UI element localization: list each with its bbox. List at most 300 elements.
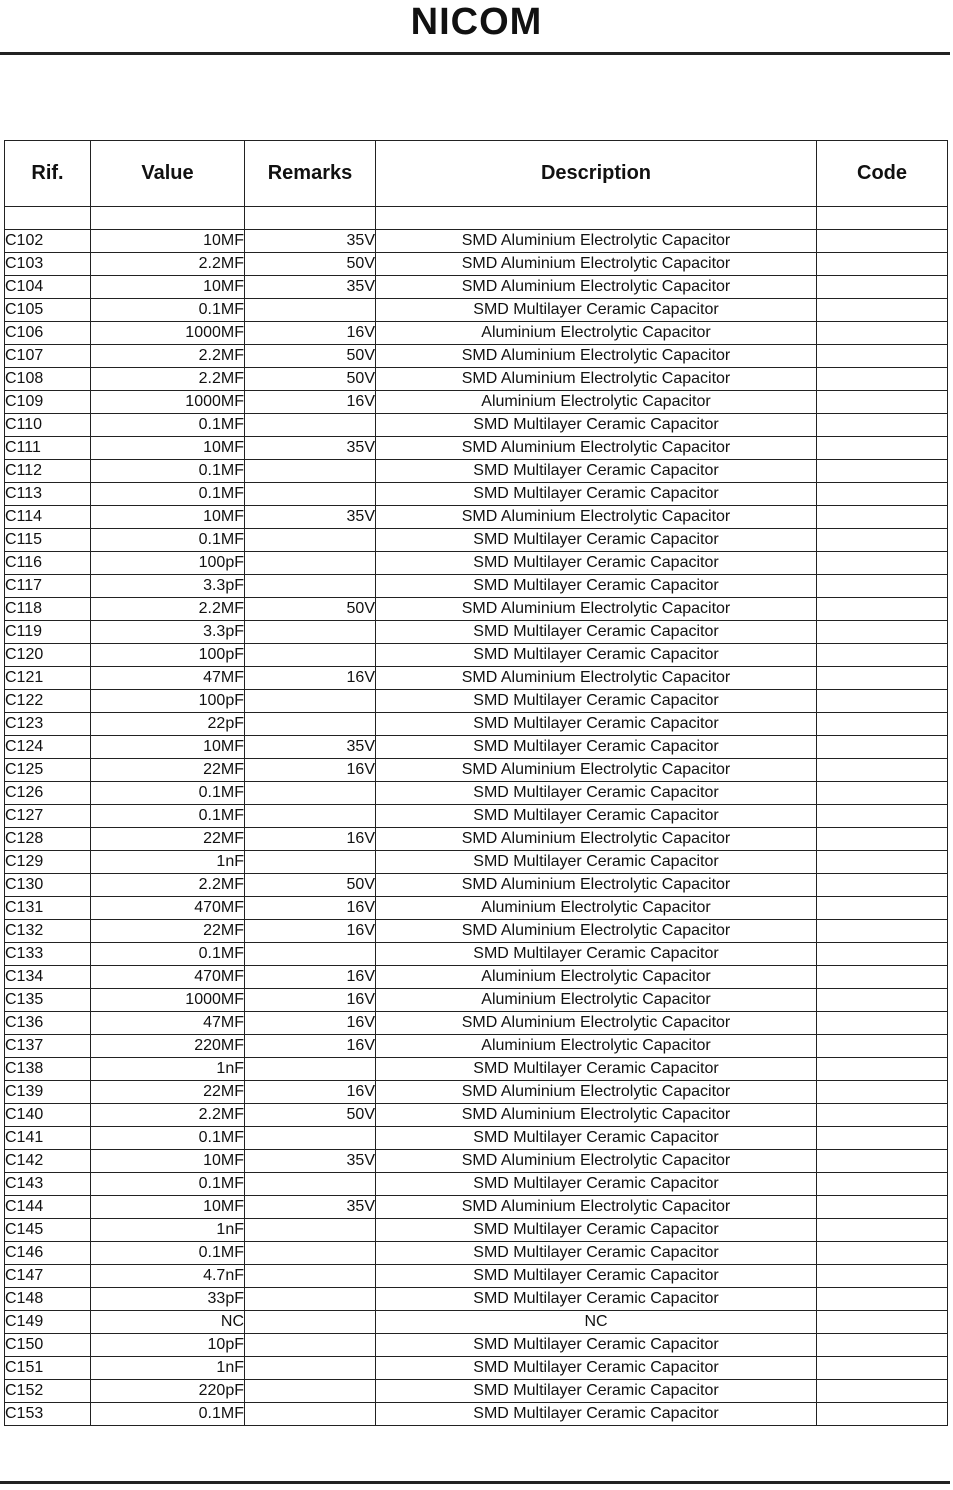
cell-description: SMD Multilayer Ceramic Capacitor xyxy=(376,644,817,667)
cell-value: 0.1MF xyxy=(91,782,245,805)
cell-code xyxy=(817,989,948,1012)
cell-description: SMD Multilayer Ceramic Capacitor xyxy=(376,414,817,437)
cell-code xyxy=(817,529,948,552)
cell-remarks: 16V xyxy=(245,667,376,690)
cell-description: SMD Aluminium Electrolytic Capacitor xyxy=(376,506,817,529)
cell-rif: C114 xyxy=(5,506,91,529)
cell-description: SMD Aluminium Electrolytic Capacitor xyxy=(376,276,817,299)
cell-remarks: 16V xyxy=(245,391,376,414)
cell-value: 0.1MF xyxy=(91,943,245,966)
cell-value: 1nF xyxy=(91,1058,245,1081)
cell-description: Aluminium Electrolytic Capacitor xyxy=(376,966,817,989)
cell-remarks: 16V xyxy=(245,897,376,920)
cell-remarks xyxy=(245,713,376,736)
cell-code xyxy=(817,1196,948,1219)
cell-description: SMD Multilayer Ceramic Capacitor xyxy=(376,483,817,506)
cell-code xyxy=(817,414,948,437)
cell-rif: C104 xyxy=(5,276,91,299)
cell-description: NC xyxy=(376,1311,817,1334)
cell-remarks xyxy=(245,1380,376,1403)
cell-description: Aluminium Electrolytic Capacitor xyxy=(376,391,817,414)
cell-description: SMD Multilayer Ceramic Capacitor xyxy=(376,736,817,759)
col-header-code: Code xyxy=(817,141,948,207)
cell-description: SMD Multilayer Ceramic Capacitor xyxy=(376,1357,817,1380)
cell-code xyxy=(817,1311,948,1334)
cell-remarks: 50V xyxy=(245,874,376,897)
cell-description: Aluminium Electrolytic Capacitor xyxy=(376,322,817,345)
cell-description: SMD Aluminium Electrolytic Capacitor xyxy=(376,1012,817,1035)
table-row xyxy=(5,437,948,460)
cell-remarks xyxy=(245,1403,376,1426)
cell-code xyxy=(817,1288,948,1311)
cell-code xyxy=(817,483,948,506)
cell-rif: C137 xyxy=(5,1035,91,1058)
cell-rif: C126 xyxy=(5,782,91,805)
cell-rif: C117 xyxy=(5,575,91,598)
cell-code xyxy=(817,966,948,989)
cell-description: SMD Aluminium Electrolytic Capacitor xyxy=(376,874,817,897)
cell-code xyxy=(817,299,948,322)
cell-remarks xyxy=(245,621,376,644)
cell-description: SMD Multilayer Ceramic Capacitor xyxy=(376,1219,817,1242)
table-row xyxy=(5,920,948,943)
cell-remarks: 35V xyxy=(245,506,376,529)
cell-value: 22MF xyxy=(91,1081,245,1104)
cell-value: 1000MF xyxy=(91,989,245,1012)
cell-remarks: 35V xyxy=(245,736,376,759)
cell-value: 2.2MF xyxy=(91,345,245,368)
cell-rif: C135 xyxy=(5,989,91,1012)
cell-description: SMD Aluminium Electrolytic Capacitor xyxy=(376,1104,817,1127)
cell-code xyxy=(817,552,948,575)
cell-rif: C138 xyxy=(5,1058,91,1081)
cell-description: SMD Multilayer Ceramic Capacitor xyxy=(376,1058,817,1081)
cell-rif: C140 xyxy=(5,1104,91,1127)
cell-description: SMD Multilayer Ceramic Capacitor xyxy=(376,575,817,598)
cell-rif: C136 xyxy=(5,1012,91,1035)
cell-code xyxy=(817,713,948,736)
cell-code xyxy=(817,253,948,276)
table-row xyxy=(5,644,948,667)
table-row xyxy=(5,1081,948,1104)
table-row xyxy=(5,828,948,851)
cell-value: 10MF xyxy=(91,230,245,253)
cell-code xyxy=(817,920,948,943)
cell-code xyxy=(817,1242,948,1265)
cell-rif: C112 xyxy=(5,460,91,483)
cell-code xyxy=(817,851,948,874)
cell-description: SMD Aluminium Electrolytic Capacitor xyxy=(376,437,817,460)
cell-remarks xyxy=(245,690,376,713)
table-row xyxy=(5,414,948,437)
table-row xyxy=(5,598,948,621)
cell-remarks: 50V xyxy=(245,598,376,621)
cell-code xyxy=(817,276,948,299)
table-row xyxy=(5,1357,948,1380)
table-row xyxy=(5,1288,948,1311)
table-row xyxy=(5,1173,948,1196)
cell-remarks: 35V xyxy=(245,1150,376,1173)
table-row xyxy=(5,1219,948,1242)
cell-remarks: 50V xyxy=(245,1104,376,1127)
cell-value: 10MF xyxy=(91,1196,245,1219)
table-row xyxy=(5,851,948,874)
cell-remarks xyxy=(245,483,376,506)
cell-code xyxy=(817,575,948,598)
cell-remarks xyxy=(245,529,376,552)
cell-value: 22MF xyxy=(91,759,245,782)
cell-rif: C132 xyxy=(5,920,91,943)
cell-value: 10MF xyxy=(91,506,245,529)
cell-value: 4.7nF xyxy=(91,1265,245,1288)
table-row xyxy=(5,782,948,805)
cell-remarks: 16V xyxy=(245,920,376,943)
col-header-description: Description xyxy=(376,141,817,207)
table-row xyxy=(5,874,948,897)
cell-code xyxy=(817,1173,948,1196)
cell-remarks xyxy=(245,1219,376,1242)
cell-remarks: 50V xyxy=(245,345,376,368)
cell-code xyxy=(817,828,948,851)
table-row xyxy=(5,1380,948,1403)
table-row xyxy=(5,1150,948,1173)
cell-code xyxy=(817,598,948,621)
cell-code xyxy=(817,437,948,460)
cell-code xyxy=(817,322,948,345)
cell-remarks: 35V xyxy=(245,1196,376,1219)
cell-remarks xyxy=(245,644,376,667)
cell-code xyxy=(817,460,948,483)
cell-remarks: 50V xyxy=(245,368,376,391)
cell-rif: C108 xyxy=(5,368,91,391)
cell-rif: C121 xyxy=(5,667,91,690)
cell-rif: C152 xyxy=(5,1380,91,1403)
cell-value: 100pF xyxy=(91,690,245,713)
table-row xyxy=(5,1012,948,1035)
cell-remarks xyxy=(245,1127,376,1150)
table-row xyxy=(5,805,948,828)
cell-description: SMD Multilayer Ceramic Capacitor xyxy=(376,1127,817,1150)
cell-description: SMD Aluminium Electrolytic Capacitor xyxy=(376,1081,817,1104)
cell-code xyxy=(817,1357,948,1380)
table-row xyxy=(5,736,948,759)
cell-remarks xyxy=(245,460,376,483)
cell-rif: C147 xyxy=(5,1265,91,1288)
cell-remarks: 16V xyxy=(245,1035,376,1058)
cell-code xyxy=(817,506,948,529)
cell-value: 10MF xyxy=(91,736,245,759)
cell-code xyxy=(817,1035,948,1058)
cell-value: 10MF xyxy=(91,276,245,299)
cell-remarks xyxy=(245,1288,376,1311)
cell-rif: C128 xyxy=(5,828,91,851)
cell-remarks xyxy=(245,1334,376,1357)
cell-value: 10MF xyxy=(91,437,245,460)
table-row xyxy=(5,1196,948,1219)
cell-value: 0.1MF xyxy=(91,1242,245,1265)
cell-rif: C151 xyxy=(5,1357,91,1380)
cell-code xyxy=(817,1265,948,1288)
cell-value: 47MF xyxy=(91,1012,245,1035)
cell-value: 2.2MF xyxy=(91,368,245,391)
cell-remarks: 16V xyxy=(245,1012,376,1035)
cell-value: 470MF xyxy=(91,897,245,920)
cell-code xyxy=(817,1081,948,1104)
cell-description: SMD Multilayer Ceramic Capacitor xyxy=(376,299,817,322)
cell-rif: C153 xyxy=(5,1403,91,1426)
cell-remarks xyxy=(245,552,376,575)
cell-value: 2.2MF xyxy=(91,1104,245,1127)
cell-description: SMD Multilayer Ceramic Capacitor xyxy=(376,851,817,874)
cell-remarks xyxy=(245,414,376,437)
cell-value: 0.1MF xyxy=(91,529,245,552)
table-row xyxy=(5,253,948,276)
cell-description: SMD Multilayer Ceramic Capacitor xyxy=(376,529,817,552)
table-row xyxy=(5,276,948,299)
cell-rif: C129 xyxy=(5,851,91,874)
table-row xyxy=(5,1104,948,1127)
cell-remarks xyxy=(245,1058,376,1081)
cell-value: 47MF xyxy=(91,667,245,690)
table-row xyxy=(5,667,948,690)
table-row xyxy=(5,1403,948,1426)
cell-rif: C144 xyxy=(5,1196,91,1219)
col-header-value: Value xyxy=(91,141,245,207)
cell-description: SMD Aluminium Electrolytic Capacitor xyxy=(376,667,817,690)
cell-remarks xyxy=(245,782,376,805)
cell-rif: C130 xyxy=(5,874,91,897)
cell-description: SMD Multilayer Ceramic Capacitor xyxy=(376,943,817,966)
cell-remarks xyxy=(245,575,376,598)
cell-value: 22MF xyxy=(91,828,245,851)
cell-rif: C134 xyxy=(5,966,91,989)
cell-remarks: 16V xyxy=(245,989,376,1012)
cell-rif: C146 xyxy=(5,1242,91,1265)
cell-value: 470MF xyxy=(91,966,245,989)
table-row xyxy=(5,1127,948,1150)
cell-code xyxy=(817,690,948,713)
col-header-rif: Rif. xyxy=(5,141,91,207)
cell-description: SMD Aluminium Electrolytic Capacitor xyxy=(376,368,817,391)
cell-value: 100pF xyxy=(91,644,245,667)
cell-remarks: 16V xyxy=(245,1081,376,1104)
cell-code xyxy=(817,1334,948,1357)
cell-remarks: 16V xyxy=(245,322,376,345)
col-header-remarks: Remarks xyxy=(245,141,376,207)
cell-value: 0.1MF xyxy=(91,805,245,828)
cell-rif: C109 xyxy=(5,391,91,414)
cell-description: SMD Aluminium Electrolytic Capacitor xyxy=(376,828,817,851)
cell-description: SMD Multilayer Ceramic Capacitor xyxy=(376,805,817,828)
cell-remarks: 35V xyxy=(245,230,376,253)
cell-rif: C124 xyxy=(5,736,91,759)
cell-code xyxy=(817,943,948,966)
cell-value: 0.1MF xyxy=(91,1173,245,1196)
cell-description: Aluminium Electrolytic Capacitor xyxy=(376,989,817,1012)
cell-code xyxy=(817,1127,948,1150)
cell-code xyxy=(817,759,948,782)
cell-code xyxy=(817,1403,948,1426)
cell-description: SMD Aluminium Electrolytic Capacitor xyxy=(376,598,817,621)
cell-code xyxy=(817,230,948,253)
cell-remarks xyxy=(245,1242,376,1265)
table-row xyxy=(5,299,948,322)
table-row xyxy=(5,1311,948,1334)
cell-remarks: 50V xyxy=(245,253,376,276)
table-row xyxy=(5,759,948,782)
cell-code xyxy=(817,1058,948,1081)
cell-description: SMD Aluminium Electrolytic Capacitor xyxy=(376,759,817,782)
cell-rif: C142 xyxy=(5,1150,91,1173)
cell-description: SMD Multilayer Ceramic Capacitor xyxy=(376,1403,817,1426)
table-row xyxy=(5,552,948,575)
cell-rif: C110 xyxy=(5,414,91,437)
header-rule xyxy=(0,52,950,55)
cell-description: SMD Multilayer Ceramic Capacitor xyxy=(376,1173,817,1196)
cell-rif: C145 xyxy=(5,1219,91,1242)
cell-description: SMD Multilayer Ceramic Capacitor xyxy=(376,552,817,575)
cell-code xyxy=(817,805,948,828)
cell-value: 22MF xyxy=(91,920,245,943)
cell-rif: C115 xyxy=(5,529,91,552)
cell-description: SMD Multilayer Ceramic Capacitor xyxy=(376,1288,817,1311)
cell-code xyxy=(817,345,948,368)
cell-rif: C107 xyxy=(5,345,91,368)
cell-rif: C105 xyxy=(5,299,91,322)
cell-code xyxy=(817,736,948,759)
table-row xyxy=(5,1334,948,1357)
cell-rif: C139 xyxy=(5,1081,91,1104)
cell-code xyxy=(817,1104,948,1127)
header-gap xyxy=(5,207,948,230)
cell-description: SMD Multilayer Ceramic Capacitor xyxy=(376,690,817,713)
cell-rif: C116 xyxy=(5,552,91,575)
cell-value: 2.2MF xyxy=(91,598,245,621)
cell-remarks: 16V xyxy=(245,828,376,851)
cell-code xyxy=(817,782,948,805)
cell-rif: C123 xyxy=(5,713,91,736)
cell-description: SMD Multilayer Ceramic Capacitor xyxy=(376,713,817,736)
brand-title: NICOM xyxy=(410,1,543,43)
cell-rif: C131 xyxy=(5,897,91,920)
table-row xyxy=(5,391,948,414)
footer-rule xyxy=(0,1481,950,1484)
table-row xyxy=(5,322,948,345)
cell-description: SMD Aluminium Electrolytic Capacitor xyxy=(376,1196,817,1219)
table-body xyxy=(5,207,948,1426)
cell-remarks xyxy=(245,1357,376,1380)
cell-value: 0.1MF xyxy=(91,1127,245,1150)
cell-description: SMD Multilayer Ceramic Capacitor xyxy=(376,1265,817,1288)
cell-code xyxy=(817,667,948,690)
cell-rif: C106 xyxy=(5,322,91,345)
cell-rif: C148 xyxy=(5,1288,91,1311)
cell-value: 2.2MF xyxy=(91,874,245,897)
cell-code xyxy=(817,1219,948,1242)
table-row xyxy=(5,575,948,598)
cell-rif: C113 xyxy=(5,483,91,506)
cell-description: SMD Multilayer Ceramic Capacitor xyxy=(376,460,817,483)
table-row xyxy=(5,1058,948,1081)
cell-rif: C143 xyxy=(5,1173,91,1196)
cell-code xyxy=(817,874,948,897)
table-row xyxy=(5,230,948,253)
cell-rif: C127 xyxy=(5,805,91,828)
cell-value: 3.3pF xyxy=(91,621,245,644)
cell-code xyxy=(817,368,948,391)
cell-code xyxy=(817,897,948,920)
cell-code xyxy=(817,644,948,667)
table-row xyxy=(5,345,948,368)
cell-rif: C149 xyxy=(5,1311,91,1334)
cell-value: 1nF xyxy=(91,1357,245,1380)
cell-description: SMD Multilayer Ceramic Capacitor xyxy=(376,1242,817,1265)
table-row xyxy=(5,690,948,713)
cell-value: 0.1MF xyxy=(91,299,245,322)
cell-description: SMD Multilayer Ceramic Capacitor xyxy=(376,1380,817,1403)
cell-remarks xyxy=(245,943,376,966)
cell-value: 100pF xyxy=(91,552,245,575)
cell-value: 10pF xyxy=(91,1334,245,1357)
cell-description: SMD Aluminium Electrolytic Capacitor xyxy=(376,1150,817,1173)
cell-description: SMD Multilayer Ceramic Capacitor xyxy=(376,621,817,644)
table-row xyxy=(5,621,948,644)
cell-description: SMD Aluminium Electrolytic Capacitor xyxy=(376,920,817,943)
cell-description: SMD Aluminium Electrolytic Capacitor xyxy=(376,230,817,253)
cell-value: 1000MF xyxy=(91,322,245,345)
cell-remarks xyxy=(245,299,376,322)
table-row xyxy=(5,966,948,989)
cell-description: Aluminium Electrolytic Capacitor xyxy=(376,1035,817,1058)
cell-remarks: 35V xyxy=(245,437,376,460)
cell-value: 33pF xyxy=(91,1288,245,1311)
cell-description: SMD Multilayer Ceramic Capacitor xyxy=(376,1334,817,1357)
header-row xyxy=(5,141,948,207)
cell-description: Aluminium Electrolytic Capacitor xyxy=(376,897,817,920)
cell-value: 0.1MF xyxy=(91,460,245,483)
cell-code xyxy=(817,1380,948,1403)
cell-description: SMD Aluminium Electrolytic Capacitor xyxy=(376,345,817,368)
cell-value: 0.1MF xyxy=(91,414,245,437)
cell-description: SMD Multilayer Ceramic Capacitor xyxy=(376,782,817,805)
table-row xyxy=(5,368,948,391)
component-table xyxy=(4,140,948,1426)
cell-value: 1nF xyxy=(91,1219,245,1242)
cell-description: SMD Aluminium Electrolytic Capacitor xyxy=(376,253,817,276)
cell-value: NC xyxy=(91,1311,245,1334)
table-header xyxy=(5,141,948,207)
cell-rif: C125 xyxy=(5,759,91,782)
cell-value: 0.1MF xyxy=(91,483,245,506)
cell-remarks xyxy=(245,1311,376,1334)
cell-remarks xyxy=(245,1265,376,1288)
cell-value: 0.1MF xyxy=(91,1403,245,1426)
table-row xyxy=(5,943,948,966)
table-row xyxy=(5,989,948,1012)
cell-rif: C122 xyxy=(5,690,91,713)
table-row xyxy=(5,529,948,552)
cell-rif: C119 xyxy=(5,621,91,644)
table-row xyxy=(5,483,948,506)
cell-rif: C120 xyxy=(5,644,91,667)
cell-rif: C103 xyxy=(5,253,91,276)
cell-value: 1nF xyxy=(91,851,245,874)
table-row xyxy=(5,506,948,529)
cell-value: 3.3pF xyxy=(91,575,245,598)
cell-value: 220MF xyxy=(91,1035,245,1058)
table-row xyxy=(5,897,948,920)
cell-code xyxy=(817,391,948,414)
